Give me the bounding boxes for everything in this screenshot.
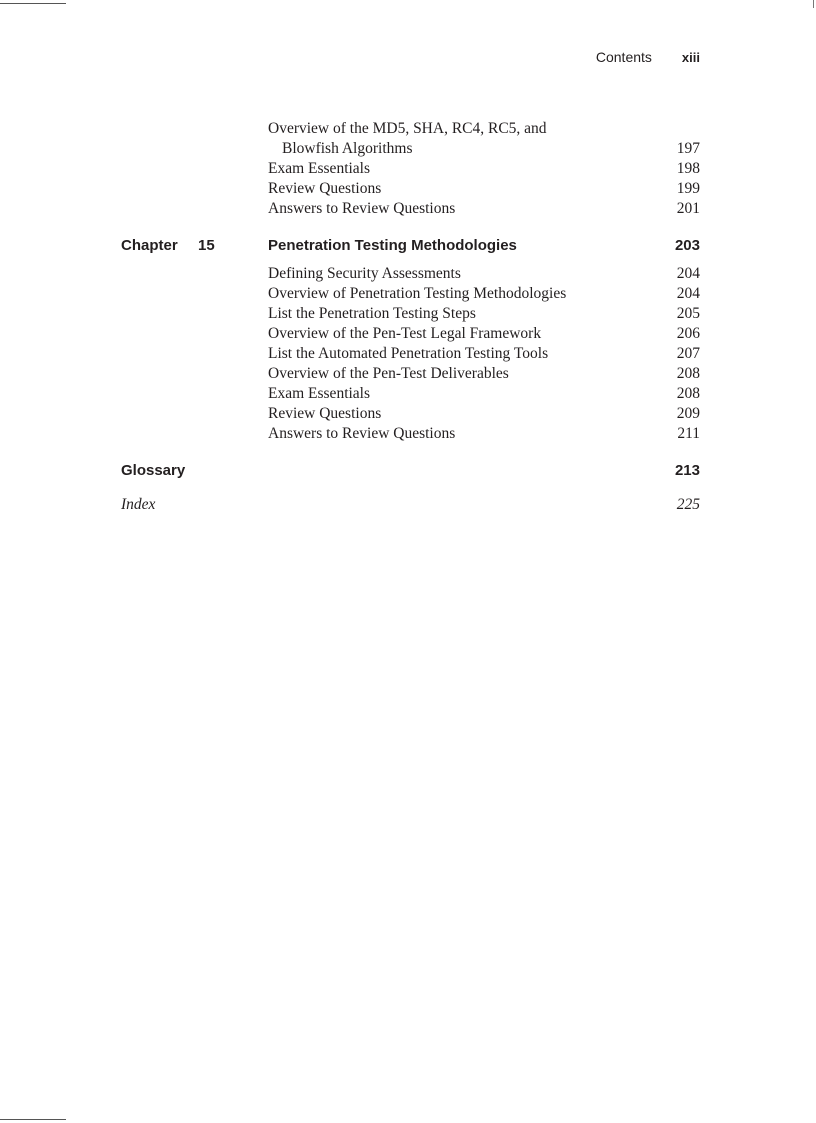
toc-entry-page: 207 — [676, 345, 700, 362]
toc-entry[interactable] — [268, 120, 700, 140]
toc-entry-title: Defining Security Assessments — [268, 265, 461, 282]
toc-entry[interactable] — [268, 140, 700, 160]
header-title: Contents — [595, 49, 652, 65]
toc-entry-page: 204 — [676, 285, 700, 302]
toc-entry-page: 205 — [676, 305, 700, 322]
toc-entry[interactable] — [268, 200, 700, 220]
toc-entry-page: 198 — [676, 160, 700, 177]
chapter-number: 15 — [198, 237, 215, 254]
index-page: 225 — [676, 496, 700, 513]
toc-entry[interactable] — [268, 305, 700, 325]
toc-entry-title: Answers to Review Questions — [268, 200, 456, 217]
toc-entry-page: 197 — [676, 140, 700, 157]
toc-entry-title: Blowfish Algorithms — [282, 140, 413, 157]
chapter-title[interactable]: Penetration Testing Methodologies — [268, 237, 517, 254]
toc-entry[interactable] — [268, 345, 700, 365]
toc-entry-title: Review Questions — [268, 180, 382, 197]
toc-entry[interactable] — [268, 365, 700, 385]
toc-entry-title: Overview of the MD5, SHA, RC4, RC5, and — [268, 120, 547, 137]
header-page-number: xiii — [681, 50, 700, 65]
toc-entry[interactable] — [268, 325, 700, 345]
toc-entry-title: Answers to Review Questions — [268, 425, 456, 442]
toc-entry-title: Overview of the Pen-Test Legal Framework — [268, 325, 542, 342]
toc-entry[interactable] — [268, 385, 700, 405]
toc-entry-page: 211 — [677, 425, 700, 442]
index-label[interactable]: Index — [121, 496, 156, 513]
toc-entry[interactable] — [268, 405, 700, 425]
toc-entry-title: List the Automated Penetration Testing Tools — [268, 345, 549, 362]
toc-entry-title: List the Penetration Testing Steps — [268, 305, 476, 322]
chapter-page: 203 — [674, 237, 700, 254]
toc-entry-page: 199 — [676, 180, 700, 197]
running-header — [0, 49, 700, 65]
toc-entry[interactable] — [268, 180, 700, 200]
toc-entry-title: Overview of Penetration Testing Methodologies — [268, 285, 567, 302]
toc-entry-title: Overview of the Pen-Test Deliverables — [268, 365, 509, 382]
crop-mark-bottom-left — [0, 1119, 66, 1120]
toc-entry[interactable] — [268, 285, 700, 305]
toc-entry[interactable] — [268, 160, 700, 180]
crop-mark-right — [813, 0, 814, 8]
toc-entry-page: 208 — [676, 385, 700, 402]
toc-entry[interactable] — [268, 265, 700, 285]
toc-entry-page: 209 — [676, 405, 700, 422]
chapter-label: Chapter — [121, 237, 178, 254]
toc-entry-title: Exam Essentials — [268, 160, 371, 177]
toc-entry-title: Review Questions — [268, 405, 382, 422]
toc-entry[interactable] — [268, 425, 700, 445]
toc-entry-page: 208 — [676, 365, 700, 382]
toc-entry-page: 201 — [676, 200, 700, 217]
toc-entry-page: 204 — [676, 265, 700, 282]
glossary-label[interactable]: Glossary — [121, 462, 186, 479]
toc-entry-page: 206 — [676, 325, 700, 342]
glossary-page: 213 — [674, 462, 700, 479]
crop-mark-top-left — [0, 3, 66, 4]
toc-entry-title: Exam Essentials — [268, 385, 371, 402]
